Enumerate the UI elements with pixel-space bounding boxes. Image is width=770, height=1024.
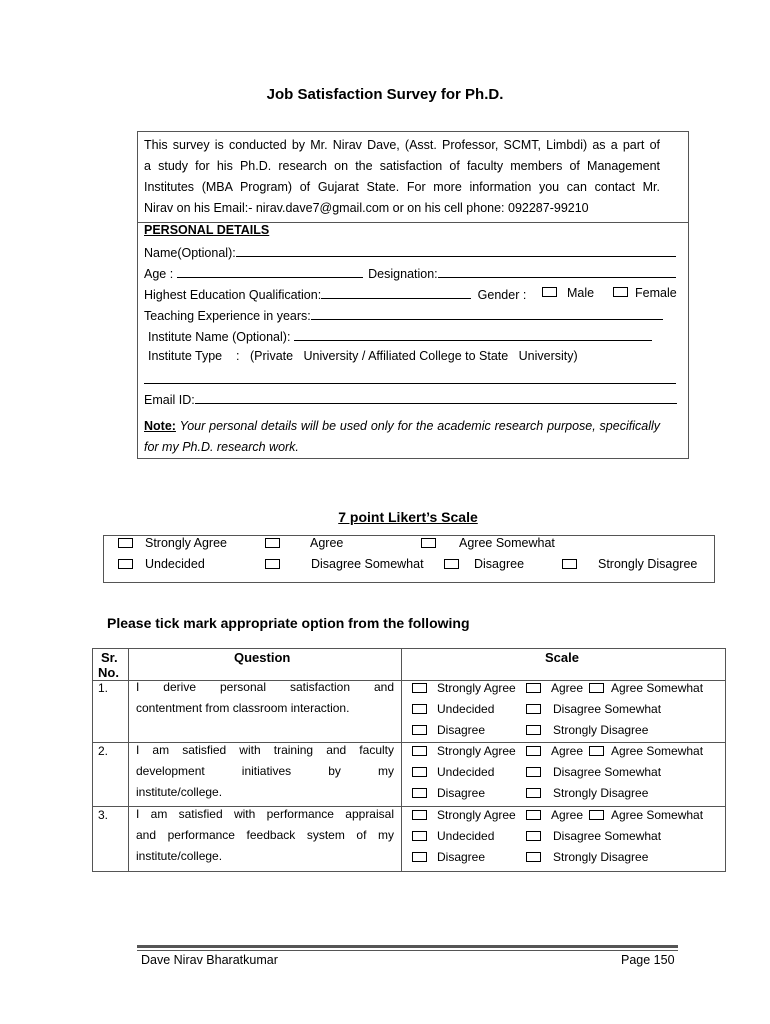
experience-field[interactable] bbox=[144, 307, 663, 323]
institute-name-blank[interactable] bbox=[294, 328, 652, 341]
scale-option-label: Disagree bbox=[437, 786, 486, 800]
question-line: contentment from classroom interaction. bbox=[136, 701, 350, 715]
header-question: Question bbox=[234, 650, 291, 665]
likert-option: Undecided bbox=[145, 557, 205, 571]
name-field[interactable] bbox=[144, 244, 676, 260]
name-blank[interactable] bbox=[236, 244, 676, 257]
row-number: 2. bbox=[98, 744, 109, 758]
undecided-checkbox[interactable] bbox=[412, 767, 427, 777]
scale-option-label: Agree bbox=[551, 681, 584, 695]
experience-label: Teaching Experience in years: bbox=[144, 309, 311, 323]
scale-option-label: Undecided bbox=[437, 829, 495, 843]
disagree-somewhat-checkbox[interactable] bbox=[526, 831, 541, 841]
designation-blank[interactable] bbox=[438, 265, 676, 278]
row-number: 3. bbox=[98, 808, 109, 822]
scale-option-label: Agree Somewhat bbox=[611, 808, 704, 822]
female-checkbox[interactable] bbox=[613, 287, 628, 297]
age-label: Age : bbox=[144, 267, 174, 281]
scale-option-label: Strongly Agree bbox=[437, 681, 516, 695]
strongly-disagree-checkbox[interactable] bbox=[526, 852, 541, 862]
scale-option-label: Undecided bbox=[437, 702, 495, 716]
question-text bbox=[136, 740, 394, 803]
page-title: Job Satisfaction Survey for Ph.D. bbox=[266, 86, 504, 103]
scale-option-label: Disagree Somewhat bbox=[553, 702, 662, 716]
question-text bbox=[136, 677, 394, 719]
scale-option-label: Disagree bbox=[437, 850, 486, 864]
scale-option-label: Undecided bbox=[437, 765, 495, 779]
email-field[interactable] bbox=[144, 391, 677, 407]
intro-line: Nirav on his Email:- nirav.dave7@gmail.com or on his cell phone: 092287-99210 bbox=[144, 201, 589, 215]
email-blank[interactable] bbox=[195, 391, 677, 404]
undecided-checkbox[interactable] bbox=[118, 559, 133, 569]
scale-option-label: Strongly Agree bbox=[437, 744, 516, 758]
agree-checkbox[interactable] bbox=[526, 810, 541, 820]
likert-option: Disagree bbox=[474, 557, 525, 571]
institute-name-label: Institute Name (Optional): bbox=[148, 330, 291, 344]
column-divider bbox=[128, 648, 129, 872]
qualification-field[interactable] bbox=[144, 286, 526, 302]
scale-option-label: Disagree Somewhat bbox=[553, 765, 662, 779]
disagree-checkbox[interactable] bbox=[412, 788, 427, 798]
institute-type-label: Institute Type bbox=[148, 349, 223, 363]
question-line: and performance feedback system of my bbox=[136, 828, 394, 842]
scale-option-label: Strongly Disagree bbox=[553, 786, 649, 800]
disagree-checkbox[interactable] bbox=[412, 852, 427, 862]
note bbox=[144, 416, 660, 458]
header-scale: Scale bbox=[545, 650, 579, 665]
qualification-blank[interactable] bbox=[321, 286, 471, 299]
institute-type-separator: : bbox=[236, 349, 240, 363]
scale-option-label: Agree bbox=[551, 744, 584, 758]
scale-option-label: Agree Somewhat bbox=[611, 744, 704, 758]
strongly-agree-checkbox[interactable] bbox=[412, 683, 427, 693]
intro-line: Institutes (MBA Program) of Gujarat State. For more information you can contact Mr. bbox=[144, 180, 660, 194]
strongly-agree-checkbox[interactable] bbox=[412, 810, 427, 820]
disagree-checkbox[interactable] bbox=[412, 725, 427, 735]
likert-option: Strongly Disagree bbox=[598, 557, 698, 571]
email-label: Email ID: bbox=[144, 393, 195, 407]
question-line: development initiatives by my bbox=[136, 764, 394, 778]
strongly-disagree-checkbox[interactable] bbox=[526, 725, 541, 735]
institute-type-options[interactable]: (Private University / Affiliated College to State University) bbox=[250, 349, 578, 363]
disagree-somewhat-checkbox[interactable] bbox=[526, 767, 541, 777]
scale-option-label: Disagree Somewhat bbox=[553, 829, 662, 843]
agree-checkbox[interactable] bbox=[265, 538, 280, 548]
question-line: I am satisfied with training and faculty bbox=[136, 743, 394, 757]
scale-option-label: Strongly Disagree bbox=[553, 723, 649, 737]
institute-name-field[interactable] bbox=[148, 328, 652, 344]
agree-somewhat-checkbox[interactable] bbox=[589, 810, 604, 820]
header-sr: Sr. bbox=[101, 650, 118, 665]
scale-option-label: Agree Somewhat bbox=[611, 681, 704, 695]
likert-title: 7 point Likert’s Scale bbox=[338, 509, 478, 525]
likert-option: Disagree Somewhat bbox=[311, 557, 424, 571]
strongly-disagree-checkbox[interactable] bbox=[526, 788, 541, 798]
footer-rule bbox=[137, 945, 678, 948]
header-no: No. bbox=[98, 665, 119, 680]
male-label: Male bbox=[567, 286, 595, 300]
gender-label: Gender : bbox=[477, 288, 527, 302]
strongly-agree-checkbox[interactable] bbox=[118, 538, 133, 548]
page-number: Page 150 bbox=[621, 953, 675, 967]
question-line: I derive personal satisfaction and bbox=[136, 680, 394, 694]
agree-somewhat-checkbox[interactable] bbox=[589, 683, 604, 693]
designation-label: Designation: bbox=[368, 267, 438, 281]
disagree-somewhat-checkbox[interactable] bbox=[526, 704, 541, 714]
instruction-heading: Please tick mark appropriate option from the following bbox=[107, 615, 470, 631]
agree-somewhat-checkbox[interactable] bbox=[589, 746, 604, 756]
question-line: institute/college. bbox=[136, 785, 223, 799]
male-checkbox[interactable] bbox=[542, 287, 557, 297]
question-text bbox=[136, 804, 394, 867]
footer-author: Dave Nirav Bharatkumar bbox=[141, 953, 278, 967]
footer-rule bbox=[137, 950, 678, 951]
column-divider bbox=[401, 648, 402, 872]
name-label: Name(Optional): bbox=[144, 246, 236, 260]
agree-somewhat-checkbox[interactable] bbox=[421, 538, 436, 548]
undecided-checkbox[interactable] bbox=[412, 704, 427, 714]
note-text: Your personal details will be used only for the academic research purpose, specifically for my Ph.D. research work. bbox=[144, 419, 660, 454]
undecided-checkbox[interactable] bbox=[412, 831, 427, 841]
strongly-agree-checkbox[interactable] bbox=[412, 746, 427, 756]
row-number: 1. bbox=[98, 681, 109, 695]
question-line: I am satisfied with performance appraisal bbox=[136, 807, 394, 821]
personal-details-heading: PERSONAL DETAILS bbox=[144, 223, 270, 237]
qualification-label: Highest Education Qualification: bbox=[144, 288, 322, 302]
disagree-checkbox[interactable] bbox=[444, 559, 459, 569]
likert-option: Agree Somewhat bbox=[459, 536, 555, 550]
disagree-somewhat-checkbox[interactable] bbox=[265, 559, 280, 569]
experience-blank[interactable] bbox=[311, 307, 663, 320]
age-field[interactable] bbox=[144, 265, 676, 281]
strongly-disagree-checkbox[interactable] bbox=[562, 559, 577, 569]
agree-checkbox[interactable] bbox=[526, 683, 541, 693]
note-label: Note: bbox=[144, 419, 176, 433]
intro-paragraph bbox=[144, 135, 660, 219]
age-blank[interactable] bbox=[177, 265, 363, 278]
scale-option-label: Strongly Agree bbox=[437, 808, 516, 822]
female-label: Female bbox=[635, 286, 677, 300]
scale-option-label: Agree bbox=[551, 808, 584, 822]
intro-line: This survey is conducted by Mr. Nirav Dave, (Asst. Professor, SCMT, Limbdi) as a part of bbox=[144, 138, 660, 152]
scale-option-label: Strongly Disagree bbox=[553, 850, 649, 864]
agree-checkbox[interactable] bbox=[526, 746, 541, 756]
question-line: institute/college. bbox=[136, 849, 223, 863]
likert-option: Agree bbox=[310, 536, 344, 550]
likert-option: Strongly Agree bbox=[145, 536, 227, 550]
blank-line[interactable] bbox=[144, 383, 676, 384]
scale-option-label: Disagree bbox=[437, 723, 486, 737]
intro-line: a study for his Ph.D. research on the satisfaction of faculty members of Management bbox=[144, 159, 660, 173]
